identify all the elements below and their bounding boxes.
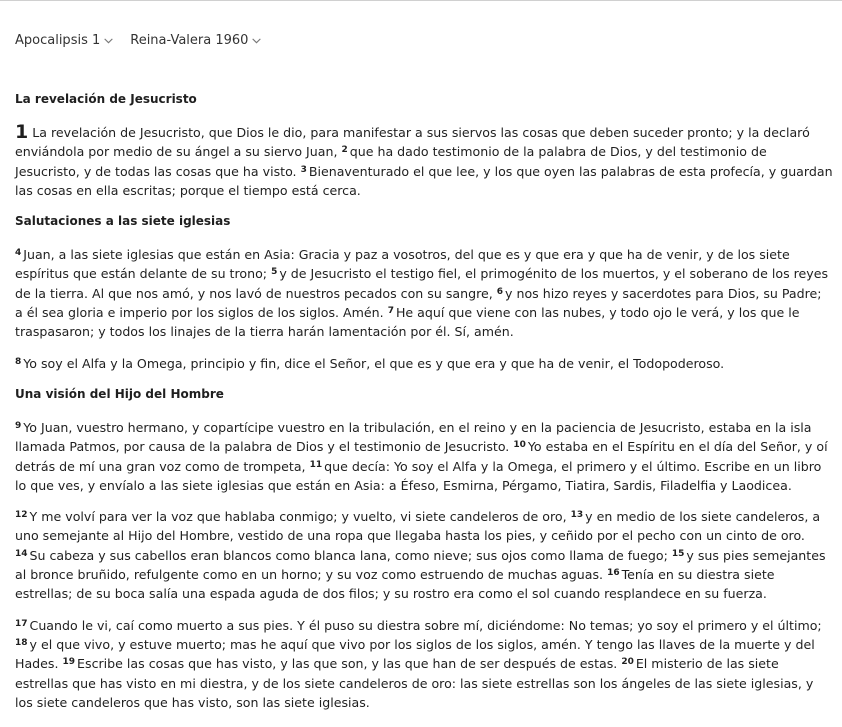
verse-number: 18 bbox=[15, 637, 28, 648]
version-label: Reina-Valera 1960 bbox=[130, 33, 249, 48]
verse-number: 8 bbox=[15, 356, 22, 367]
verse-text: y nos hizo reyes y sacerdotes para Dios, su Padre; a él sea gloria e imperio por los siglos de los siglos. Amén. bbox=[15, 285, 822, 321]
verse-paragraph bbox=[15, 245, 833, 341]
verse-text: que ha dado testimonio de la palabra de Dios, y del testimonio de Jesucristo, y de todas las cosas que ha visto. bbox=[15, 144, 767, 179]
verse-paragraph bbox=[15, 418, 833, 495]
chapter-number: 1 bbox=[15, 121, 29, 143]
verse-number: 6 bbox=[496, 286, 504, 297]
header-bar bbox=[15, 33, 262, 48]
verse-text: y sus pies semejantes al bronce bruñido, refulgente como en un horno; y su voz como estruendo de muchas aguas. bbox=[15, 547, 826, 583]
verse-text: Juan, a las siete iglesias que están en Asia: Gracia y paz a vosotros, del que es y que era y que ha de venir, y de los siete espíritus que están delante de su trono; bbox=[15, 247, 790, 282]
verse-number: 3 bbox=[300, 164, 307, 175]
verse-number: 15 bbox=[671, 548, 685, 559]
verse-text: Tenía en su diestra siete estrellas; de su boca salía una espada aguda de dos filos; y su rostro era como el sol cuando resplandece en su fuerza. bbox=[15, 567, 775, 602]
verse-text: Bienaventurado el que lee, y los que oyen las palabras de esta profecía, y guardan las cosas en ella escritas; porque el tiempo está cerca. bbox=[15, 163, 833, 198]
verse-number: 9 bbox=[15, 420, 22, 431]
version-selector[interactable] bbox=[130, 33, 262, 48]
verse-number: 7 bbox=[387, 306, 394, 317]
verse-text: Yo estaba en el Espíritu en el día del Señor, y oí detrás de mí una gran voz como de trompeta, bbox=[15, 439, 828, 474]
verse-number: 4 bbox=[15, 248, 22, 259]
verse-number: 2 bbox=[341, 145, 348, 156]
verse-text: Escribe las cosas que has visto, y las que son, y las que han de ser después de estas. bbox=[77, 656, 618, 672]
verse-text: Cuando le vi, caí como muerto a sus pies. Y él puso su diestra sobre mí, diciéndome: No temas; yo soy el primero y el último; bbox=[29, 617, 822, 633]
chevron-down-icon bbox=[103, 35, 114, 46]
verse-text: Yo soy el Alfa y la Omega, principio y fin, dice el Señor, el que es y que era y que ha de venir, el Todopoderoso. bbox=[23, 355, 725, 371]
verse-number: 11 bbox=[309, 459, 323, 470]
chapter-content bbox=[15, 90, 833, 724]
verse-number: 17 bbox=[15, 618, 28, 629]
verse-text: y de Jesucristo el testigo fiel, el primogénito de los muertos, y el soberano de los reyes de la tierra. Al que nos amó, y nos lavó de nuestros pecados con su sangre, bbox=[15, 266, 829, 301]
verse-text: Su cabeza y sus cabellos eran blancos como blanca lana, como nieve; sus ojos como llama de fuego; bbox=[29, 547, 668, 563]
verse-number: 19 bbox=[62, 657, 76, 668]
verse-text: y el que vivo, y estuve muerto; mas he aquí que vivo por los siglos de los siglos, amén. Y tengo las llaves de la muerte y del Hades. bbox=[15, 636, 815, 672]
book-chapter-selector[interactable] bbox=[15, 33, 114, 48]
verse-paragraph bbox=[15, 507, 833, 603]
verse-text: He aquí que viene con las nubes, y todo ojo le verá, y los que le traspasaron; y todos los linajes de la tierra harán lamentación por él. Sí, amén. bbox=[15, 305, 800, 340]
verse-number: 10 bbox=[513, 440, 526, 451]
verse-text: La revelación de Jesucristo, que Dios le dio, para manifestar a sus siervos las cosas que deben suceder pronto; y la declaró enviándola por medio de su ángel a su siervo Juan, bbox=[15, 125, 810, 160]
verse-number: 20 bbox=[621, 657, 634, 668]
chevron-down-icon bbox=[251, 35, 262, 46]
verse-text: Yo Juan, vuestro hermano, y copartícipe vuestro en la tribulación, en el reino y en la paciencia de Jesucristo, estaba en la isla llamada Patmos, por causa de la palabra de Dios y el testimonio de Jesucristo. bbox=[15, 419, 812, 455]
verse-number: 14 bbox=[15, 548, 28, 559]
verse-number: 12 bbox=[15, 510, 28, 521]
section-heading: Salutaciones a las siete iglesias bbox=[15, 214, 231, 229]
book-chapter-label: Apocalipsis 1 bbox=[15, 33, 101, 48]
section-heading: Una visión del Hijo del Hombre bbox=[15, 386, 224, 401]
verse-text: y en medio de los siete candeleros, a uno semejante al Hijo del Hombre, vestido de una ropa que llegaba hasta los pies, y ceñido por el pecho con un cinto de oro. bbox=[15, 509, 821, 544]
verse-number: 13 bbox=[570, 510, 584, 521]
verse-paragraph bbox=[15, 123, 833, 200]
verse-text: que decía: Yo soy el Alfa y la Omega, el primero y el último. Escribe en un libro lo que ves, y envíalo a las siete iglesias que están en Asia: a Éfeso, Esmirna, Pérgamo, Tiatira, Sardis, Filadelfia y Laodicea. bbox=[15, 458, 822, 493]
section-heading: La revelación de Jesucristo bbox=[15, 92, 197, 106]
verse-number: 5 bbox=[271, 267, 278, 278]
verse-text: Y me volví para ver la voz que hablaba conmigo; y vuelto, vi siete candeleros de oro, bbox=[29, 509, 567, 525]
verse-paragraph bbox=[15, 354, 833, 373]
verse-text: El misterio de las siete estrellas que has visto en mi diestra, y de los siete candeleros de oro: las siete estrellas son los ángeles de las siete iglesias, y los siete candeleros que has visto, son las siete iglesias. bbox=[15, 656, 814, 710]
verse-paragraph bbox=[15, 616, 833, 712]
verse-number: 16 bbox=[607, 568, 620, 579]
